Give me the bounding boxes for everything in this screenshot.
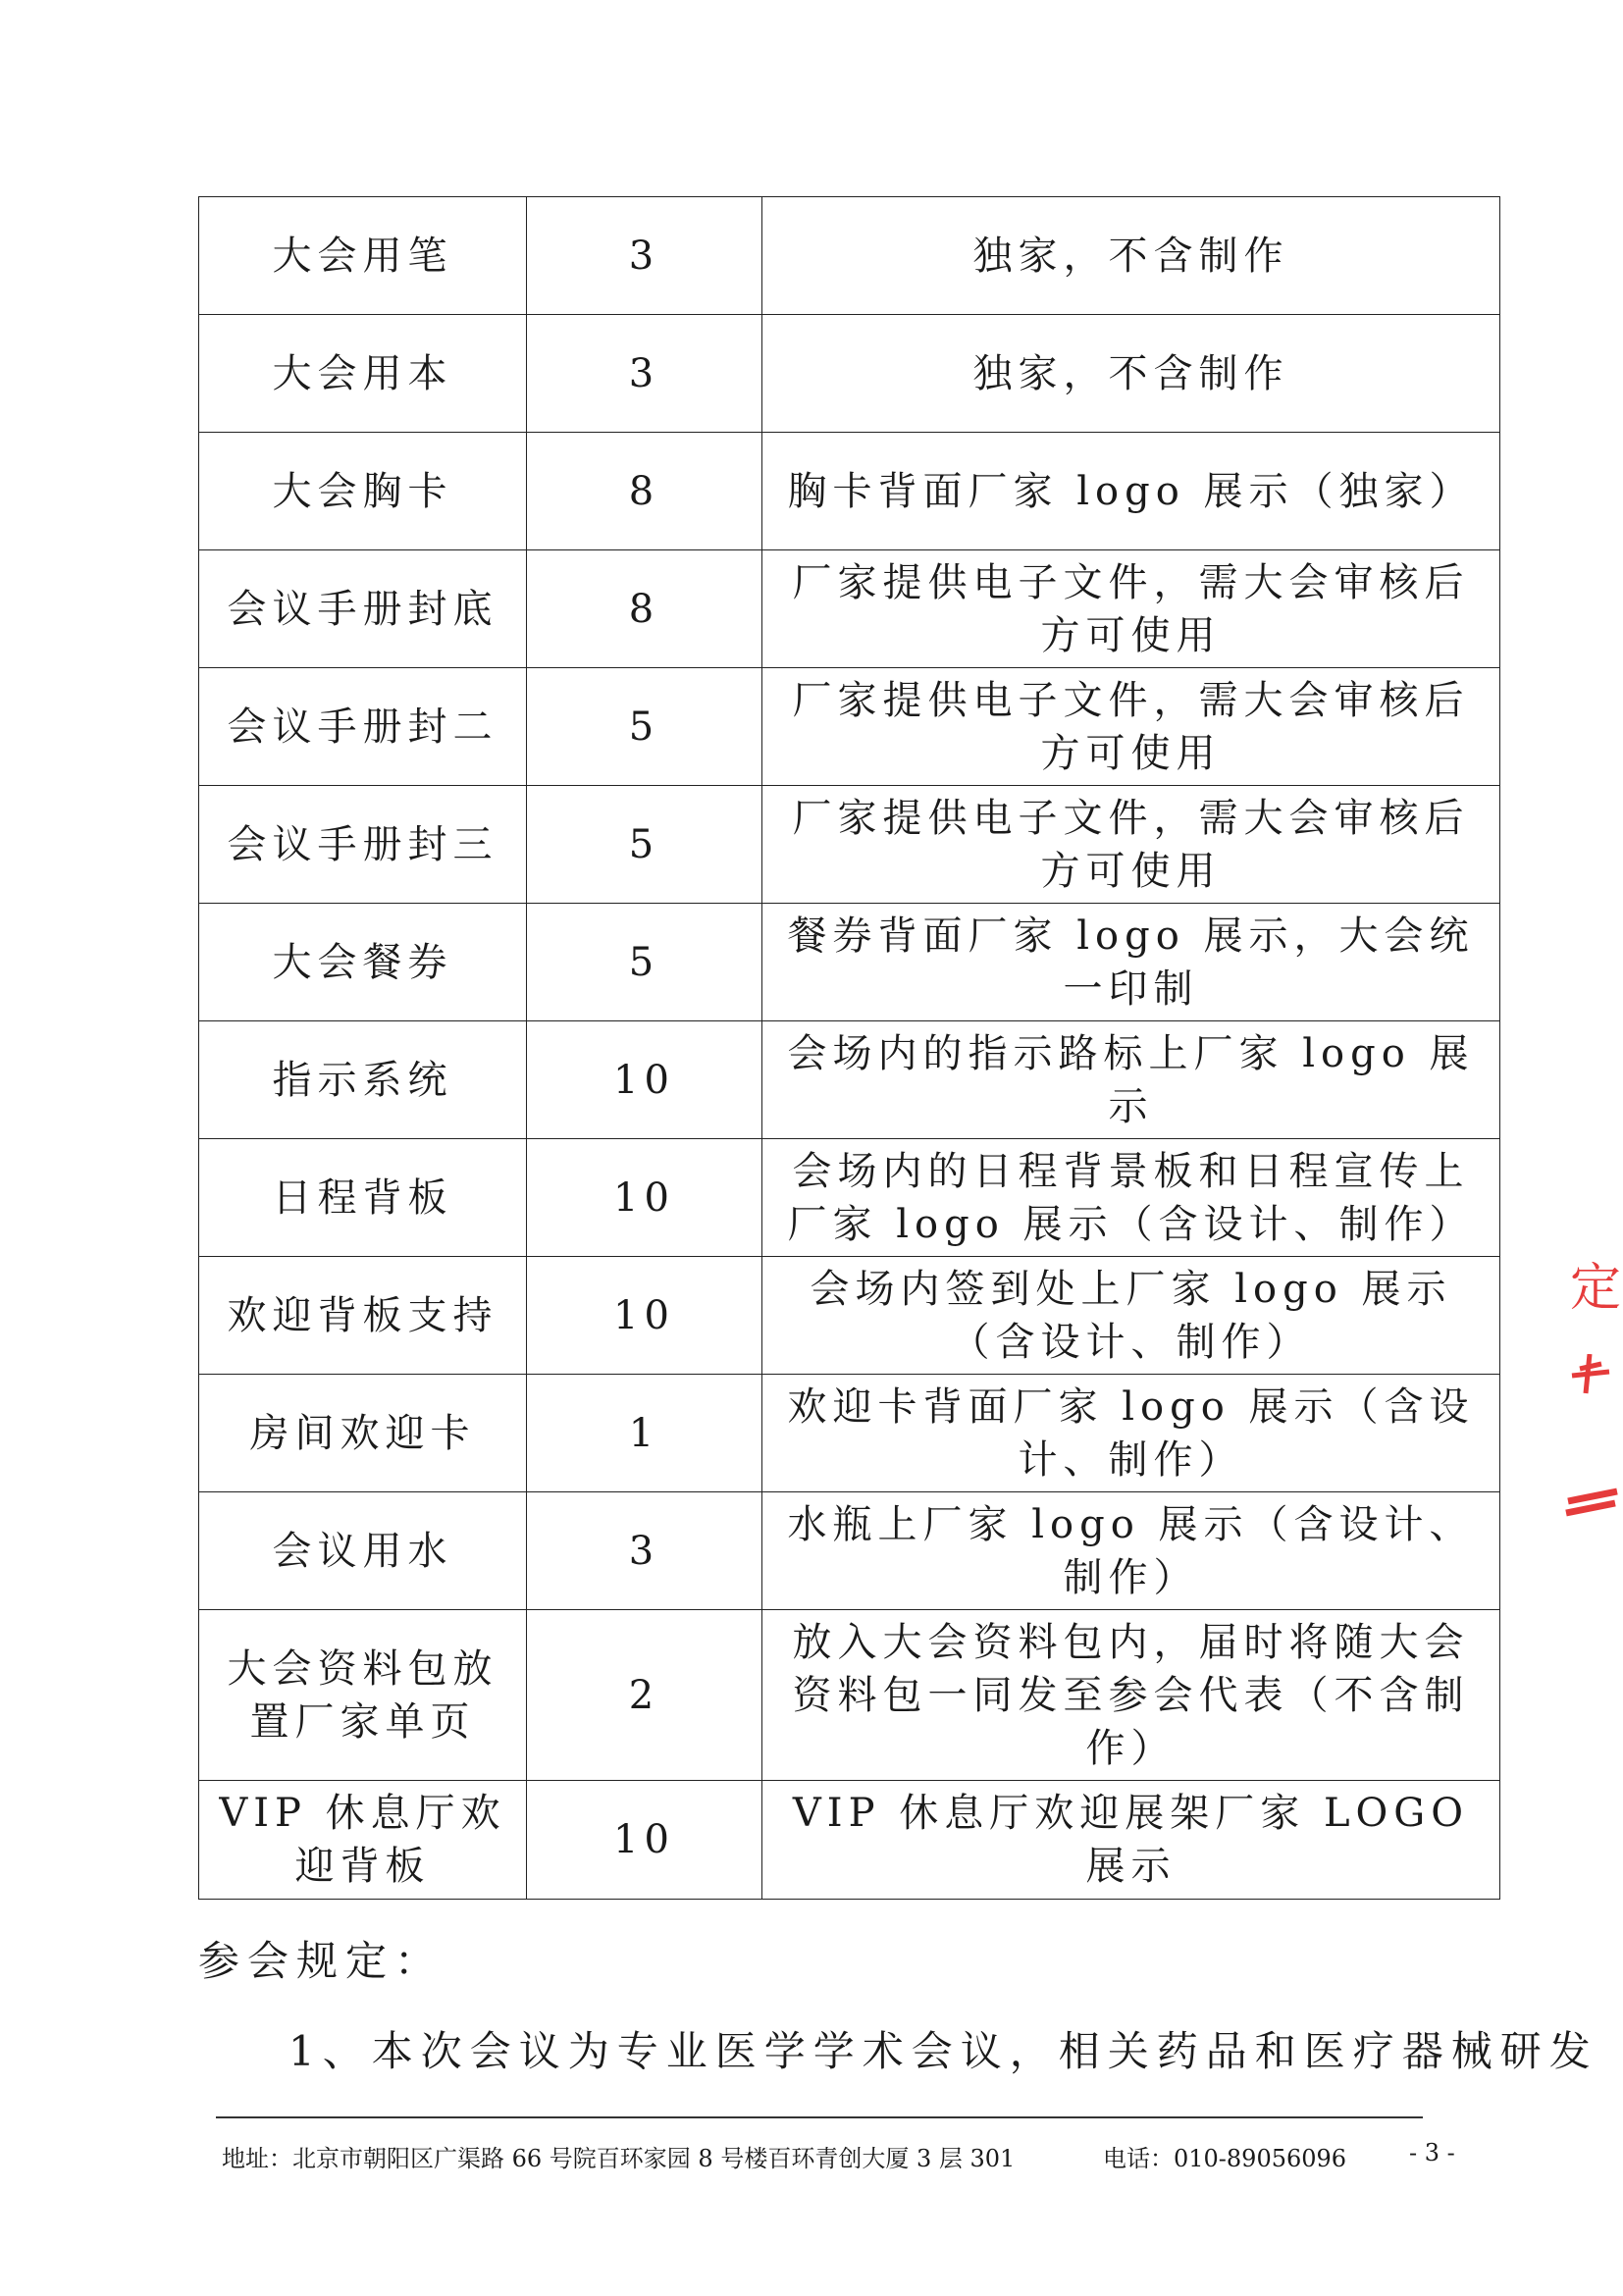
- rule-1-text: 1、本次会议为专业医学学术会议，相关药品和医疗器械研发: [288, 2027, 1598, 2075]
- footer-phone: 电话：010-89056096: [1103, 2145, 1347, 2172]
- note-cell: 胸卡背面厂家 logo 展示（独家）: [762, 433, 1500, 550]
- table-row: [199, 904, 1500, 1021]
- seal-stamp-marks: [1560, 1354, 1619, 1550]
- table-row: [199, 315, 1500, 433]
- note-cell: 厂家提供电子文件，需大会审核后方可使用: [762, 668, 1500, 786]
- item-cell: 大会用本: [199, 315, 527, 433]
- item-cell: 会议手册封二: [199, 668, 527, 786]
- note-cell: 独家，不含制作: [762, 197, 1500, 315]
- table-row: [199, 1492, 1500, 1610]
- table-row: [199, 1375, 1500, 1492]
- note-cell: 会场内的指示路标上厂家 logo 展示: [762, 1021, 1500, 1139]
- item-cell: 会议手册封三: [199, 786, 527, 904]
- units-cell: 10: [527, 1139, 762, 1257]
- note-cell: VIP 休息厅欢迎展架厂家 LOGO 展示: [762, 1781, 1500, 1900]
- item-cell: 日程背板: [199, 1139, 527, 1257]
- item-cell: 大会胸卡: [199, 433, 527, 550]
- item-cell: 大会餐券: [199, 904, 527, 1021]
- table-row: [199, 786, 1500, 904]
- seal-stamp-fragment: 定: [1570, 1259, 1622, 1318]
- footer-divider: [216, 2116, 1423, 2118]
- units-cell: 8: [527, 433, 762, 550]
- note-cell: 厂家提供电子文件，需大会审核后方可使用: [762, 786, 1500, 904]
- table-row: [199, 1139, 1500, 1257]
- units-cell: 3: [527, 315, 762, 433]
- table-row: [199, 550, 1500, 668]
- item-cell: 会议手册封底: [199, 550, 527, 668]
- item-cell: 大会用笔: [199, 197, 527, 315]
- page-number: - 3 -: [1409, 2139, 1455, 2166]
- note-cell: 餐券背面厂家 logo 展示，大会统一印制: [762, 904, 1500, 1021]
- units-cell: 5: [527, 668, 762, 786]
- note-cell: 会场内的日程背景板和日程宣传上厂家 logo 展示（含设计、制作）: [762, 1139, 1500, 1257]
- item-cell: 指示系统: [199, 1021, 527, 1139]
- note-cell: 会场内签到处上厂家 logo 展示（含设计、制作）: [762, 1257, 1500, 1375]
- units-cell: 5: [527, 904, 762, 1021]
- table-row: [199, 433, 1500, 550]
- item-cell: 欢迎背板支持: [199, 1257, 527, 1375]
- units-cell: 5: [527, 786, 762, 904]
- units-cell: 2: [527, 1610, 762, 1781]
- item-cell: 房间欢迎卡: [199, 1375, 527, 1492]
- units-cell: 3: [527, 1492, 762, 1610]
- table-row: [199, 1610, 1500, 1781]
- units-cell: 10: [527, 1257, 762, 1375]
- note-cell: 水瓶上厂家 logo 展示（含设计、制作）: [762, 1492, 1500, 1610]
- note-cell: 独家，不含制作: [762, 315, 1500, 433]
- footer-address: 地址：北京市朝阳区广渠路 66 号院百环家园 8 号楼百环青创大厦 3 层 301: [222, 2145, 1016, 2172]
- units-cell: 10: [527, 1021, 762, 1139]
- table-row: [199, 197, 1500, 315]
- table-row: [199, 1257, 1500, 1375]
- item-cell: 大会资料包放置厂家单页: [199, 1610, 527, 1781]
- units-cell: 1: [527, 1375, 762, 1492]
- units-cell: 3: [527, 197, 762, 315]
- note-cell: 欢迎卡背面厂家 logo 展示（含设计、制作）: [762, 1375, 1500, 1492]
- table-row: [199, 1021, 1500, 1139]
- table-row: [199, 668, 1500, 786]
- units-cell: 10: [527, 1781, 762, 1900]
- units-cell: 8: [527, 550, 762, 668]
- item-cell: VIP 休息厅欢迎背板: [199, 1781, 527, 1900]
- rules-heading: 参会规定：: [198, 1937, 445, 1985]
- sponsorship-table: [198, 196, 1500, 1900]
- note-cell: 放入大会资料包内，届时将随大会资料包一同发至参会代表（不含制作）: [762, 1610, 1500, 1781]
- note-cell: 厂家提供电子文件，需大会审核后方可使用: [762, 550, 1500, 668]
- table-row: [199, 1781, 1500, 1900]
- item-cell: 会议用水: [199, 1492, 527, 1610]
